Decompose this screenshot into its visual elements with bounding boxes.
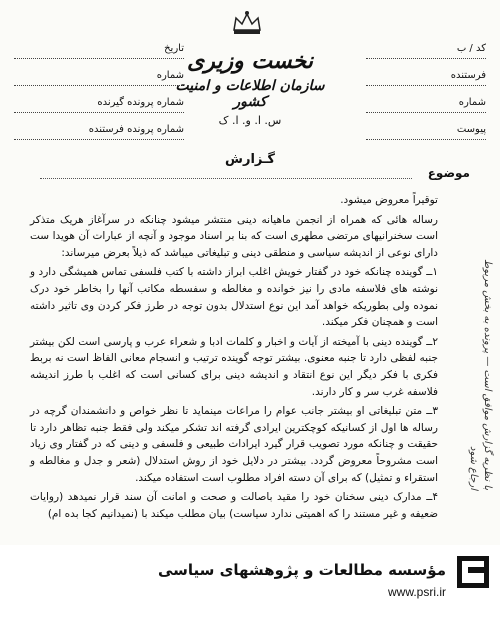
institute-url[interactable]: www.psri.ir [387,585,446,599]
paragraph-5: ۴ــ مدارک دینی سخنان خود را مقید باصالت و صحت و امانت آن سند قرار نمیدهد (روایات ضعیفه و غیر مستند را که اهمیتی ندارد سیاست) بیان مطلب میکند با (نمیدانیم کجا بده ام) [30,491,438,520]
code-field: کد / ب [366,40,486,59]
paragraph-1: رساله هائی که همراه از انجمن ماهیانه دینی منتشر میشود چنانکه در سرآغاز هریک متذکر است سخنرانیهای مرتضی مطهری است که بنا بر اسناد موجود و آنچه از عبارات آن هویدا ست دارای نوعی از اندیشه سیاسی و منطقی دینی و تبلیغاتی میباشد که ذیلاً بعرض میرساند: [30,213,438,259]
header-right-fields [366,40,486,148]
paragraph-3: ۲ــ گوینده دینی با آمیخته از آیات و اخبار و کلمات ادبا و شعراء عرب و پارسی است لکن بیشتر جنبه لفظی دارد تا جنبه معنوی. بیشتر توجه گوینده ترتیب و انسجام معانی الفاظ است نه بربط فکری با فکر دیگر این نوع انتقاد و اندیشه دینی برای کسانی است که اغلب با طرز اندیشه فلاسفه غرب سر و کار دارند. [30,335,438,398]
org-title: نخست وزیری [187,48,313,74]
intro-paragraph: توقیراً معروض میشود. [340,194,438,206]
paragraph-2: ۱ــ گوینده چنانکه خود در گفتار خویش اغلب ابراز داشته با کتب فلسفی تماس همیشگی دارد و نوشته های فلاسفه مادی را نیز خوانده و مغالطه و سفسطه مکاتب آنها را بخاطر خود درک نموده ولی بطوریکه خواهد آمد این نوع استدلال بدون توجه در طرز فکر کردن وی تاثیر داشته است و همچنان فکر میکند. [30,266,438,329]
crown-emblem-icon [228,8,266,40]
ref-number-field: شماره [366,94,486,113]
subject-label: موضوع [427,166,470,180]
attachment-field: پیوست [366,121,486,140]
ref-code: س. ا. و. ا. ک [218,114,282,127]
paragraph-4: ۳ــ متن تبلیغاتی او بیشتر جانب عوام را مراعات مینماید تا نظر خواص و دانشمندان گرچه در رساله ها اول از کسانیکه کوچکترین ایرادی گرفته اند تشکر میکند ولی فقط جنبه تظاهر دارد تا حقیقت و چنانکه مورد تصویب قرار گیرد ایرادات طبیعی و فلسفی و دینی که در گفتار وی زیاد است مشروحاً معروض گردد. بیشتر در دلایل خود از روش استدلال (شعر و جدل و مغالطه و استقراء و تمثیل) که برای آن دسته افراد مطلوب است استفاده میکند. [30,405,438,484]
org-subtitle: سازمان اطلاعات و امنیت کشور [175,78,325,110]
recipient-file-number-field: شماره پرونده گیرنده [14,94,184,113]
institute-logo-icon [456,555,490,589]
handwritten-margin-note: با نظریه گزارش موافق است — پرونده به بخش مربوط ارجاع شود [468,258,493,490]
header-left-fields [14,40,184,148]
institute-watermark [0,545,500,622]
institute-name: مؤسسه مطالعات و پژوهشهای سیاسی [157,561,446,579]
date-field: تاریخ [14,40,184,59]
sender-file-number-field: شماره پرونده فرستنده [14,121,184,140]
subject-line [40,178,412,179]
sender-field: فرستنده [366,67,486,86]
number-field: شماره [14,67,184,86]
report-title: گـزارش [225,152,275,167]
report-body [30,192,438,525]
organization-header [160,48,340,127]
